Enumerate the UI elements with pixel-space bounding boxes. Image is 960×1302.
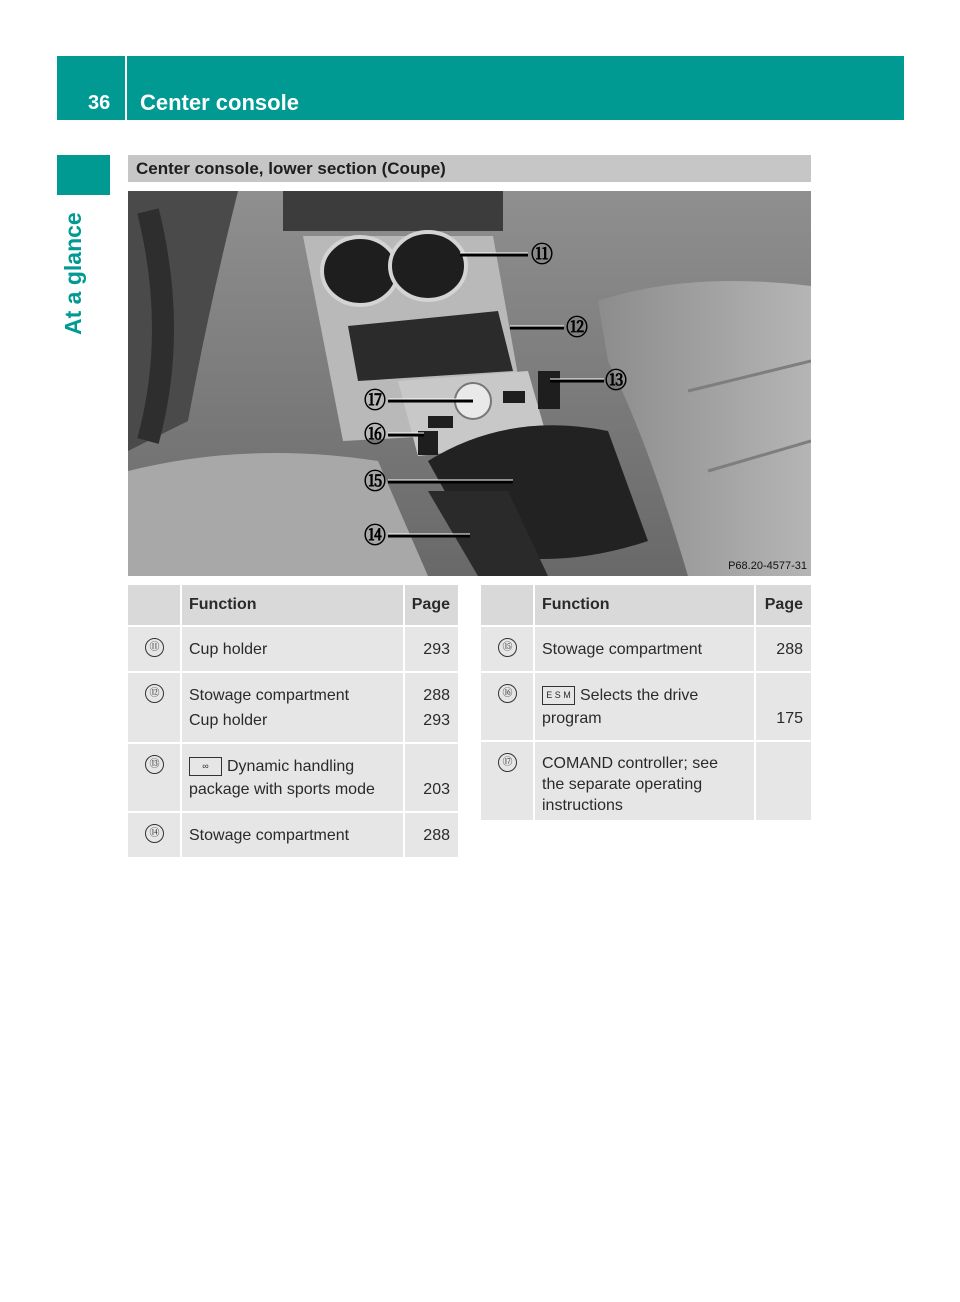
function-text: Stowage compartment xyxy=(189,827,350,844)
drive-program-icon: E S M xyxy=(542,686,575,705)
item-number-12: ⑫ xyxy=(145,684,164,703)
function-text: Stowage compartment xyxy=(542,641,703,658)
table-header-row xyxy=(128,585,458,625)
page-title: Center console xyxy=(140,90,299,115)
table-row xyxy=(128,811,458,857)
function-text: Cup holder xyxy=(189,641,268,658)
console-photo xyxy=(128,191,811,576)
header-divider xyxy=(125,56,127,120)
item-number-17: ⑰ xyxy=(498,753,517,772)
page-ref[interactable]: 288 xyxy=(423,687,450,704)
function-text: COMAND controller; see xyxy=(542,755,719,772)
table-row xyxy=(128,625,458,671)
section-title: Center console, lower section (Coupe) xyxy=(128,155,811,182)
callout-14: ⑭ xyxy=(363,523,387,548)
function-text: the separate operating xyxy=(542,776,703,793)
function-text: Selects the drive xyxy=(580,687,699,704)
table-row xyxy=(481,625,811,671)
function-text: program xyxy=(542,710,602,727)
table-row xyxy=(481,671,811,740)
function-text: Cup holder xyxy=(189,712,268,729)
page-ref[interactable]: 288 xyxy=(776,641,803,658)
header-function: Function xyxy=(182,585,405,625)
callout-11: ⑪ xyxy=(530,242,554,267)
header-page: Page xyxy=(405,585,458,625)
page-ref[interactable]: 288 xyxy=(423,827,450,844)
page-ref[interactable]: 203 xyxy=(423,781,450,798)
function-text: package with sports mode xyxy=(189,781,375,798)
page-number: 36 xyxy=(88,92,111,114)
table-row xyxy=(128,671,458,742)
callout-17: ⑰ xyxy=(363,388,387,413)
function-text: instructions xyxy=(542,797,623,814)
function-text: Stowage compartment xyxy=(189,687,350,704)
header-num xyxy=(481,585,535,625)
header-function: Function xyxy=(535,585,756,625)
page-ref[interactable]: 175 xyxy=(776,710,803,727)
item-number-16: ⑯ xyxy=(498,684,517,703)
function-table-right xyxy=(481,585,811,820)
function-table-left xyxy=(128,585,458,857)
callout-12: ⑫ xyxy=(565,315,589,340)
dynamic-handling-icon: ∞ xyxy=(189,757,222,776)
table-row xyxy=(128,742,458,811)
side-tab-label: At a glance xyxy=(60,212,86,335)
photo-code: P68.20-4577-31 xyxy=(728,560,807,572)
callout-16: ⑯ xyxy=(363,422,387,447)
function-text: Dynamic handling xyxy=(227,758,355,775)
header-num xyxy=(128,585,182,625)
side-tab-block xyxy=(57,155,110,195)
item-number-14: ⑭ xyxy=(145,824,164,843)
item-number-13: ⑬ xyxy=(145,755,164,774)
console-illustration xyxy=(128,191,811,576)
item-number-15: ⑮ xyxy=(498,638,517,657)
callout-15: ⑮ xyxy=(363,469,387,494)
table-row xyxy=(481,740,811,820)
page-ref[interactable]: 293 xyxy=(423,712,450,729)
table-header-row xyxy=(481,585,811,625)
page-ref[interactable]: 293 xyxy=(423,641,450,658)
item-number-11: ⑪ xyxy=(145,638,164,657)
callout-13: ⑬ xyxy=(604,368,628,393)
header-page: Page xyxy=(756,585,811,625)
